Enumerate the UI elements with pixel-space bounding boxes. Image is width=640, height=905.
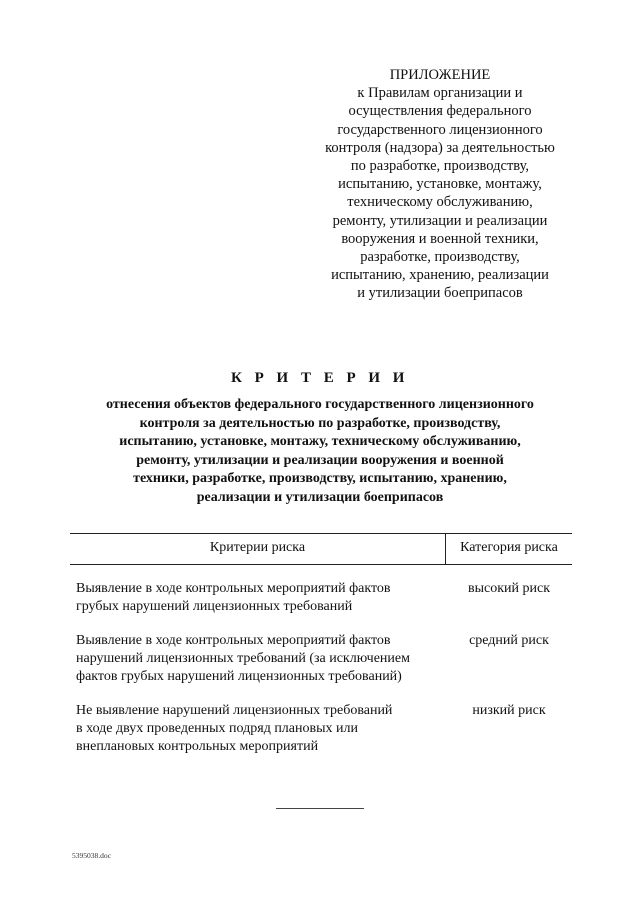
appendix-line: вооружения и военной техники, bbox=[341, 230, 539, 247]
subtitle-line: ремонту, утилизации и реализации вооружения и военной bbox=[136, 452, 504, 468]
header-criteria: Критерии риска bbox=[209, 540, 306, 555]
criteria-line: внеплановых контрольных мероприятий bbox=[76, 739, 319, 754]
criteria-line: Не выявление нарушений лицензионных требований bbox=[76, 703, 393, 718]
table-row-category: высокий риск bbox=[467, 581, 551, 596]
criteria-line: Выявление в ходе контрольных мероприятий фактов bbox=[76, 633, 391, 648]
subtitle-line: контроля за деятельностью по разработке, производству, bbox=[139, 415, 501, 431]
appendix-line: государственного лицензионного bbox=[337, 121, 543, 138]
table-row-criteria bbox=[76, 632, 436, 686]
appendix-heading: ПРИЛОЖЕНИЕ bbox=[389, 67, 491, 83]
appendix-line: испытанию, хранению, реализации bbox=[331, 267, 549, 284]
criteria-line: нарушений лицензионных требований (за исключением bbox=[76, 651, 410, 666]
criteria-line: в ходе двух проведенных подряд плановых или bbox=[76, 721, 358, 736]
subtitle-line: реализации и утилизации боеприпасов bbox=[196, 489, 444, 505]
table-top-rule bbox=[70, 533, 572, 534]
header-bottom-rule bbox=[70, 564, 572, 565]
appendix-line: осуществления федерального bbox=[348, 103, 532, 120]
table-row-criteria bbox=[76, 702, 436, 756]
document-number: 5395038.doc bbox=[72, 851, 111, 860]
criteria-title: К Р И Т Е Р И И bbox=[231, 370, 409, 386]
subtitle-line: техники, разработке, производству, испытанию, хранению, bbox=[133, 471, 507, 486]
appendix-line: контроля (надзора) за деятельностью bbox=[325, 139, 555, 156]
appendix-line: и утилизации боеприпасов bbox=[357, 285, 523, 302]
table-row-category: средний риск bbox=[469, 633, 549, 648]
subtitle-line: испытанию, установке, монтажу, техническому обслуживанию, bbox=[119, 434, 521, 449]
closing-rule bbox=[276, 808, 364, 809]
header-category: Категория риска bbox=[460, 540, 558, 555]
criteria-line: Выявление в ходе контрольных мероприятий фактов bbox=[76, 581, 391, 596]
criteria-line: грубых нарушений лицензионных требований bbox=[76, 599, 353, 614]
appendix-line: ремонту, утилизации и реализации bbox=[332, 212, 548, 229]
subtitle-line: отнесения объектов федерального государственного лицензионного bbox=[106, 397, 534, 412]
table-row-criteria bbox=[76, 580, 436, 616]
appendix-line: по разработке, производству, bbox=[350, 158, 530, 175]
criteria-line: фактов грубых нарушений лицензионных требований) bbox=[76, 669, 402, 684]
criteria-subtitle bbox=[60, 396, 580, 507]
appendix-block bbox=[310, 66, 570, 303]
appendix-line: к Правилам организации и bbox=[357, 85, 523, 102]
appendix-line: испытанию, установке, монтажу, bbox=[338, 176, 542, 193]
table-row-category: низкий риск bbox=[472, 703, 546, 718]
appendix-line: техническому обслуживанию, bbox=[347, 194, 533, 211]
appendix-line: разработке, производству, bbox=[360, 249, 520, 266]
